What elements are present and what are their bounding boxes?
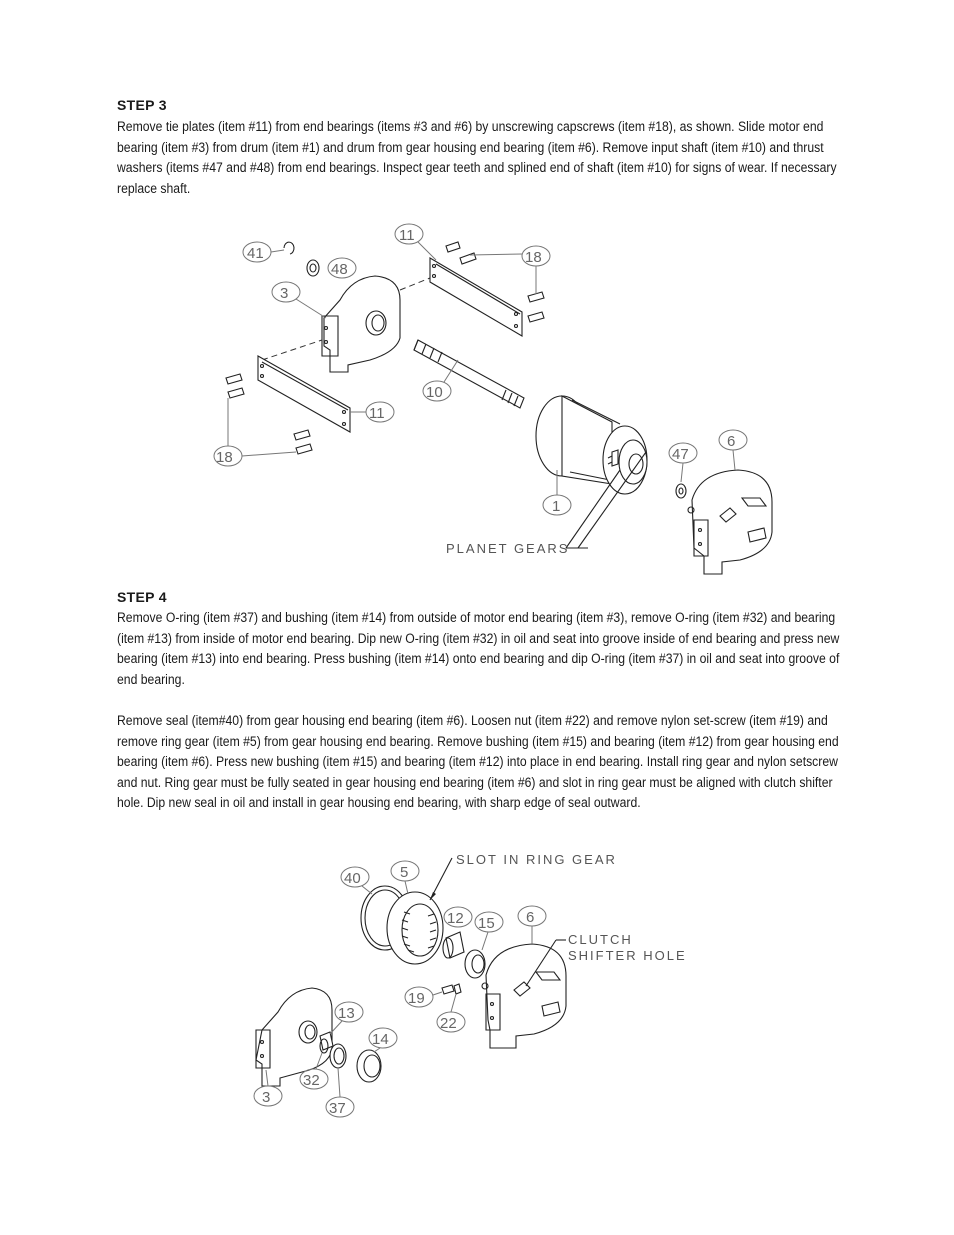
tie-plate-11-lower [258, 356, 394, 432]
callout-37: 37 [329, 1100, 346, 1117]
thrust-washer-48 [307, 258, 356, 278]
figure-2-seal-ring-gear [254, 852, 687, 1117]
callout-18-lower: 18 [216, 449, 233, 466]
planet-gears-label: PLANET GEARS [446, 541, 570, 556]
callout-3-fig2: 3 [262, 1089, 271, 1106]
step4-heading: STEP 4 [117, 589, 167, 605]
step4-paragraph-1: Remove O-ring (item #37) and bushing (item #14) from outside of motor end bearing (item #3), remove O-ring (item #32) and bearing (item #13) from inside of motor end bearing. Dip new O-ring (item #32) in oil and seat into groove inside of end bearing and press new bearing (item #13) into end bearing. Press bushing (item #14) onto end bearing and dip O-ring (item #37) in oil and seat into groove of end bearing. [117, 610, 840, 688]
shifter-hole-label: SHIFTER HOLE [568, 948, 687, 963]
callout-48: 48 [331, 261, 348, 278]
callout-19: 19 [408, 990, 425, 1007]
drum-1 [536, 396, 647, 515]
callout-6: 6 [727, 433, 736, 450]
slot-in-ring-gear-pointer [430, 852, 617, 900]
callout-15: 15 [478, 915, 495, 932]
callout-3: 3 [280, 285, 289, 302]
tie-plate-11-upper [395, 224, 522, 336]
callout-18-upper: 18 [525, 249, 542, 266]
callout-10: 10 [426, 384, 443, 401]
callout-41: 41 [247, 245, 264, 262]
bearing-12 [443, 907, 472, 958]
o-ring-37 [326, 1044, 354, 1117]
clutch-label: CLUTCH [568, 932, 633, 947]
callout-32: 32 [303, 1072, 320, 1089]
thrust-washer-47 [669, 443, 697, 498]
callout-6-fig2: 6 [526, 909, 535, 926]
callout-11-lower: 11 [369, 405, 385, 422]
gear-housing-end-bearing-6 [688, 430, 772, 574]
input-shaft-10 [414, 340, 524, 408]
step4-paragraph-2: Remove seal (item#40) from gear housing end bearing (item #6). Loosen nut (item #22) and remove nylon set-screw (item #19) and remove ring gear (item #5) from gear housing end bearing. Remove bushing (item #15) and bearing (item #12) from gear housing end bearing (item #6). Press new bushing (item #15) and bearing (item #12) into place in end bearing. Install ring gear and nylon setscrew and nut. Ring gear must be fully seated in gear housing end bearing (item #6) and slot in ring gear must be aligned with clutch shifter hole. Dip new seal in oil and install in gear housing end bearing, with sharp edge of seal outward. [117, 713, 839, 811]
snap-ring-41 [243, 242, 294, 262]
bushing-14 [357, 1028, 397, 1082]
motor-end-bearing-3 [272, 276, 400, 372]
setscrew-19 [405, 985, 454, 1007]
callout-47: 47 [672, 446, 689, 463]
callout-13: 13 [338, 1005, 355, 1022]
ring-gear-5 [387, 861, 443, 964]
callout-12: 12 [447, 910, 464, 927]
callout-14: 14 [372, 1031, 389, 1048]
callout-1: 1 [552, 498, 561, 515]
figure-1-disassembly [214, 224, 772, 574]
callout-11-upper: 11 [399, 227, 415, 244]
step3-paragraph: Remove tie plates (item #11) from end bearings (items #3 and #6) by unscrewing capscrews (item #18), as shown. Slide motor end bearing (item #3) from drum (item #1) and drum from gear housing end bearing (item #6). Remove input shaft (item #10) and thrust washers (items #47 and #48) from end bearings. Inspect gear teeth and splined end of shaft (item #10) for signs of wear. If necessary replace shaft. [117, 119, 837, 197]
callout-22: 22 [440, 1015, 457, 1032]
callout-5: 5 [400, 864, 409, 881]
slot-in-ring-gear-label: SLOT IN RING GEAR [456, 852, 617, 867]
callout-40: 40 [344, 870, 361, 887]
step3-heading: STEP 3 [117, 97, 167, 113]
